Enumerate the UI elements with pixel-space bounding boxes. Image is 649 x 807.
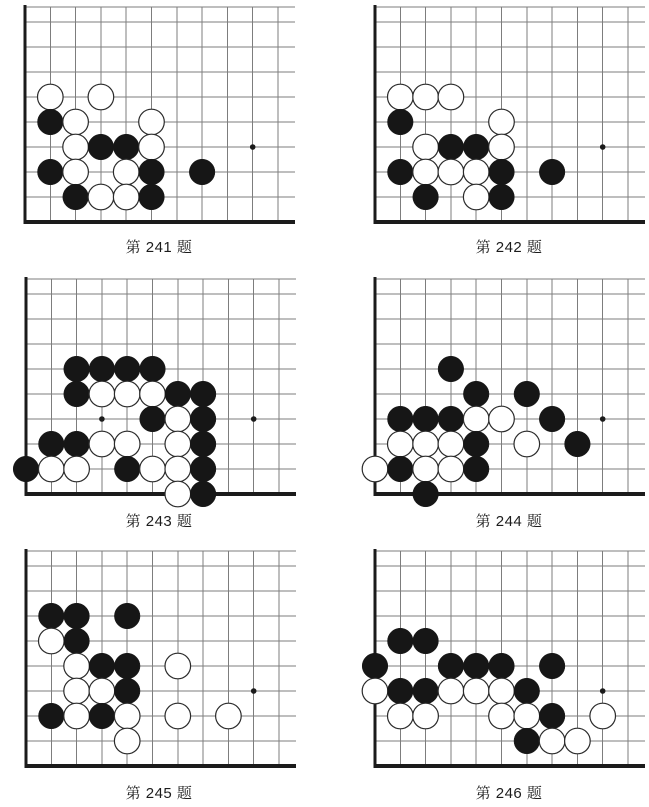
- white-stone: [413, 159, 439, 185]
- black-stone: [388, 456, 414, 482]
- white-stone: [463, 406, 489, 432]
- board-246-grid: [359, 545, 649, 785]
- black-stone: [463, 653, 489, 679]
- board-244-grid: [359, 273, 649, 513]
- black-stone: [64, 603, 90, 629]
- white-stone: [64, 703, 90, 729]
- white-stone: [165, 431, 191, 457]
- white-stone: [114, 431, 140, 457]
- white-stone: [165, 456, 191, 482]
- white-stone: [514, 703, 540, 729]
- white-stone: [438, 84, 464, 110]
- black-stone: [89, 703, 115, 729]
- white-stone: [362, 678, 388, 704]
- white-stone: [64, 678, 90, 704]
- black-stone: [39, 431, 65, 457]
- board-caption-245: 第 245 题: [125, 785, 193, 802]
- white-stone: [463, 678, 489, 704]
- black-stone: [413, 481, 439, 507]
- go-board-246: [359, 545, 649, 785]
- white-stone: [39, 456, 65, 482]
- black-stone: [565, 431, 591, 457]
- white-stone: [89, 678, 115, 704]
- black-stone: [39, 603, 65, 629]
- white-stone: [114, 703, 140, 729]
- black-stone: [463, 134, 489, 160]
- star-point: [99, 416, 105, 422]
- white-stone: [388, 431, 414, 457]
- black-stone: [190, 406, 216, 432]
- star-point: [250, 144, 256, 150]
- black-stone: [514, 381, 540, 407]
- white-stone: [463, 159, 489, 185]
- white-stone: [39, 628, 65, 654]
- black-stone: [114, 603, 140, 629]
- black-stone: [438, 356, 464, 382]
- white-stone: [438, 678, 464, 704]
- black-stone: [463, 456, 489, 482]
- board-caption-241: 第 241 题: [125, 239, 193, 256]
- black-stone: [413, 678, 439, 704]
- black-stone: [114, 678, 140, 704]
- black-stone: [140, 406, 166, 432]
- black-stone: [514, 728, 540, 754]
- white-stone: [38, 84, 64, 110]
- white-stone: [64, 653, 90, 679]
- black-stone: [489, 653, 515, 679]
- black-stone: [140, 356, 166, 382]
- white-stone: [489, 678, 515, 704]
- white-stone: [590, 703, 616, 729]
- black-stone: [64, 628, 90, 654]
- black-stone: [114, 456, 140, 482]
- star-point: [251, 688, 257, 694]
- black-stone: [438, 406, 464, 432]
- white-stone: [216, 703, 242, 729]
- black-stone: [63, 184, 89, 210]
- black-stone: [64, 381, 90, 407]
- white-stone: [63, 134, 89, 160]
- black-stone: [88, 134, 114, 160]
- black-stone: [190, 431, 216, 457]
- board-242-grid: [359, 1, 649, 241]
- white-stone: [165, 406, 191, 432]
- black-stone: [438, 653, 464, 679]
- black-stone: [489, 159, 515, 185]
- white-stone: [139, 134, 165, 160]
- board-caption-242: 第 242 题: [475, 239, 543, 256]
- black-stone: [388, 678, 414, 704]
- white-stone: [388, 84, 414, 110]
- black-stone: [38, 159, 64, 185]
- go-board-241: [9, 1, 299, 241]
- black-stone: [539, 703, 565, 729]
- white-stone: [89, 431, 115, 457]
- black-stone: [64, 356, 90, 382]
- white-stone: [114, 728, 140, 754]
- white-stone: [413, 703, 439, 729]
- black-stone: [539, 406, 565, 432]
- black-stone: [139, 159, 165, 185]
- white-stone: [165, 703, 191, 729]
- white-stone: [514, 431, 540, 457]
- white-stone: [63, 109, 89, 135]
- white-stone: [489, 109, 515, 135]
- black-stone: [89, 653, 115, 679]
- board-caption-243: 第 243 题: [125, 513, 193, 530]
- white-stone: [438, 456, 464, 482]
- board-245-grid: [10, 545, 300, 785]
- white-stone: [489, 406, 515, 432]
- black-stone: [388, 628, 414, 654]
- white-stone: [88, 184, 114, 210]
- black-stone: [539, 159, 565, 185]
- black-stone: [463, 431, 489, 457]
- white-stone: [388, 703, 414, 729]
- white-stone: [113, 159, 139, 185]
- black-stone: [139, 184, 165, 210]
- go-board-242: [359, 1, 649, 241]
- black-stone: [388, 406, 414, 432]
- black-stone: [114, 356, 140, 382]
- white-stone: [139, 109, 165, 135]
- black-stone: [113, 134, 139, 160]
- black-stone: [539, 653, 565, 679]
- black-stone: [190, 456, 216, 482]
- white-stone: [165, 653, 191, 679]
- go-board-245: [10, 545, 300, 785]
- black-stone: [64, 431, 90, 457]
- black-stone: [165, 381, 191, 407]
- board-caption-246: 第 246 题: [475, 785, 543, 802]
- white-stone: [463, 184, 489, 210]
- white-stone: [413, 431, 439, 457]
- black-stone: [13, 456, 39, 482]
- white-stone: [413, 456, 439, 482]
- black-stone: [489, 184, 515, 210]
- board-241-grid: [9, 1, 299, 241]
- white-stone: [89, 381, 115, 407]
- black-stone: [463, 381, 489, 407]
- black-stone: [190, 481, 216, 507]
- white-stone: [413, 84, 439, 110]
- star-point: [251, 416, 257, 422]
- white-stone: [489, 703, 515, 729]
- black-stone: [38, 109, 64, 135]
- white-stone: [565, 728, 591, 754]
- white-stone: [88, 84, 114, 110]
- black-stone: [438, 134, 464, 160]
- white-stone: [113, 184, 139, 210]
- star-point: [600, 688, 606, 694]
- white-stone: [539, 728, 565, 754]
- star-point: [600, 144, 606, 150]
- black-stone: [413, 406, 439, 432]
- black-stone: [413, 628, 439, 654]
- white-stone: [64, 456, 90, 482]
- black-stone: [514, 678, 540, 704]
- black-stone: [362, 653, 388, 679]
- black-stone: [190, 381, 216, 407]
- white-stone: [362, 456, 388, 482]
- white-stone: [438, 159, 464, 185]
- white-stone: [165, 481, 191, 507]
- white-stone: [63, 159, 89, 185]
- go-board-243: [10, 273, 300, 513]
- star-point: [600, 416, 606, 422]
- white-stone: [140, 381, 166, 407]
- white-stone: [140, 456, 166, 482]
- black-stone: [189, 159, 215, 185]
- board-caption-244: 第 244 题: [475, 513, 543, 530]
- white-stone: [413, 134, 439, 160]
- black-stone: [39, 703, 65, 729]
- board-243-grid: [10, 273, 300, 513]
- black-stone: [413, 184, 439, 210]
- black-stone: [388, 109, 414, 135]
- black-stone: [89, 356, 115, 382]
- go-board-244: [359, 273, 649, 513]
- white-stone: [438, 431, 464, 457]
- black-stone: [388, 159, 414, 185]
- white-stone: [489, 134, 515, 160]
- black-stone: [114, 653, 140, 679]
- white-stone: [114, 381, 140, 407]
